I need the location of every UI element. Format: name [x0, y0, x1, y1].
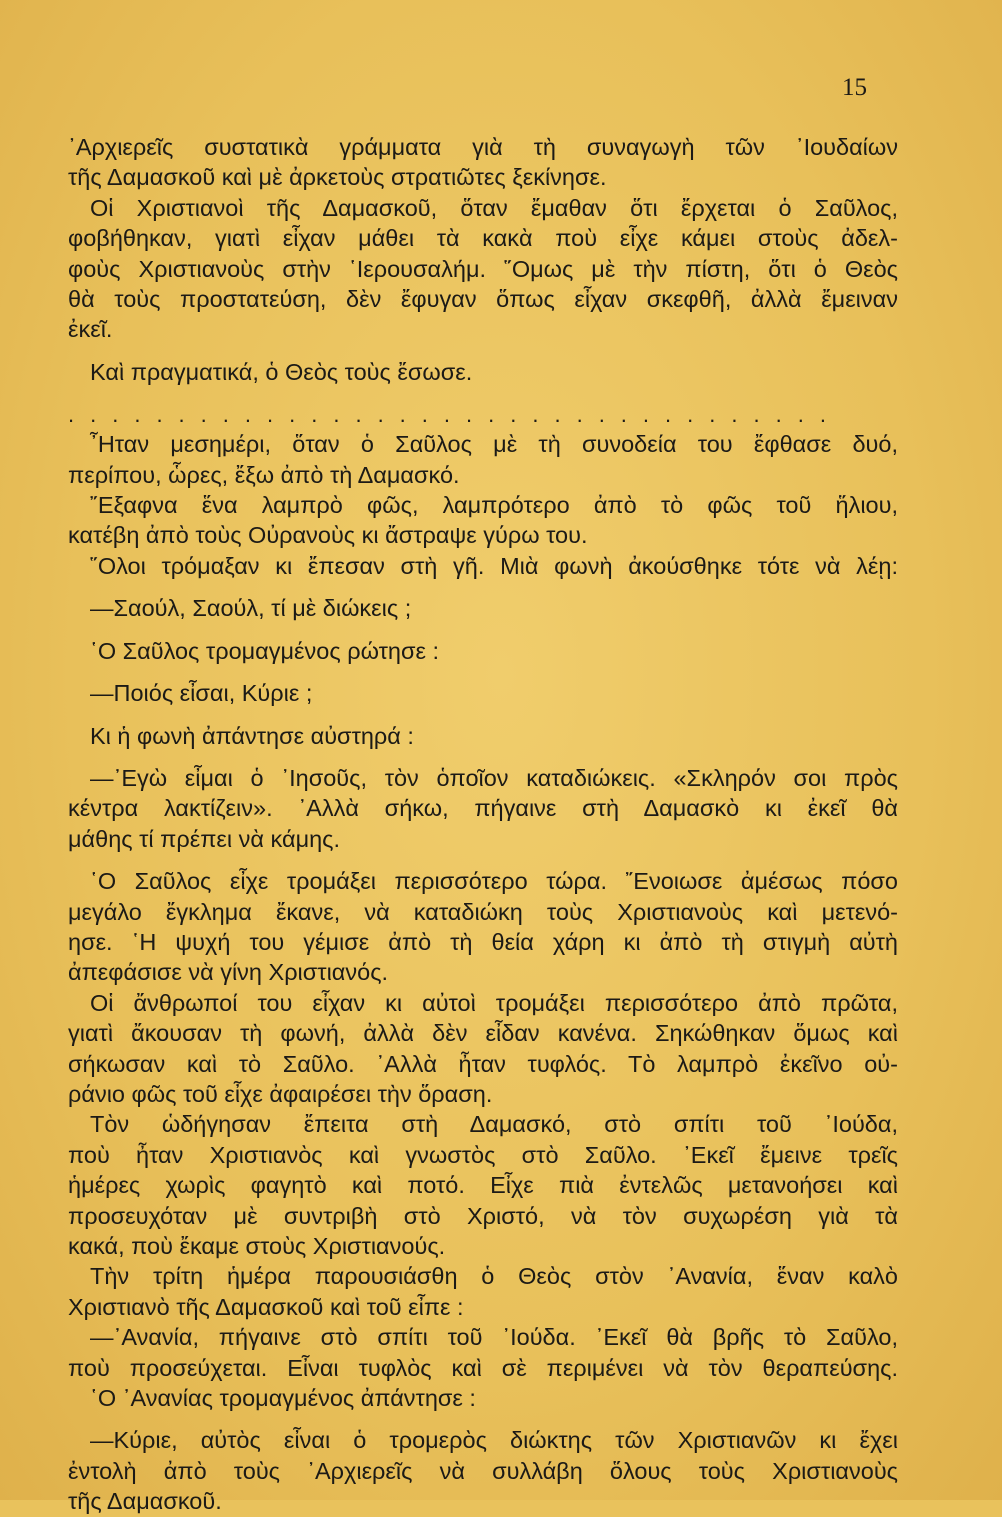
text-line: —᾿Ανανία, πήγαινε στὸ σπίτι τοῦ ᾿Ιούδα. ᾿Εκεῖ θὰ βρῆς τὸ Σαῦλο,	[90, 1324, 898, 1351]
paragraph-15	[68, 1261, 898, 1291]
paragraph-17	[68, 1383, 898, 1413]
text-line: σήκωσαν καὶ τὸ Σαῦλο. ᾿Αλλὰ ἦταν τυφλός. Τὸ λαμπρὸ ἐκεῖνο οὐ-	[68, 1050, 898, 1077]
paragraph-11-cont	[68, 793, 898, 854]
paragraph-11	[68, 763, 898, 793]
paragraph-2-cont	[68, 223, 898, 345]
text-line: Τὸν ὡδήγησαν ἔπειτα στὴ Δαμασκό, στὸ σπίτι τοῦ ᾿Ιούδα,	[90, 1111, 898, 1138]
paragraph-6	[68, 551, 898, 581]
text-line: ῎Εξαφνα ἕνα λαμπρὸ φῶς, λαμπρότερο ἀπὸ τὸ φῶς τοῦ ἥλιου,	[90, 492, 898, 519]
paragraph-9	[68, 678, 898, 708]
text-line: ῏Ηταν μεσημέρι, ὅταν ὁ Σαῦλος μὲ τὴ συνοδεία του ἔφθασε δυό,	[90, 431, 898, 458]
paragraph-15-cont	[68, 1292, 898, 1322]
text-line: Οἱ ἄνθρωποί του εἶχαν κι αὐτοὶ τρομάξει περισσότερο ἀπὸ πρῶτα,	[90, 989, 898, 1016]
paragraph-8	[68, 636, 898, 666]
text-line: ἐκεῖ.	[68, 316, 113, 343]
paragraph-16-cont	[68, 1353, 898, 1383]
text-line: ησε. ῾Η ψυχή του γέμισε ἀπὸ τὴ θεία χάρη κι ἀπὸ τὴ στιγμὴ αὐτὴ	[68, 928, 898, 955]
paragraph-12-cont	[68, 897, 898, 988]
text-line: ῾Ο Σαῦλος εἶχε τρομάξει περισσότερο τώρα. ῎Ενοιωσε ἀμέσως πόσο	[90, 868, 898, 895]
text-line: ἡμέρες χωρὶς φαγητὸ καὶ ποτό. Εἶχε πιὰ ἐντελῶς μετανοήσει καὶ	[68, 1172, 898, 1199]
text-line: ᾿Αρχιερεῖς συστατικὰ γράμματα γιὰ τὴ συναγωγὴ τῶν ᾿Ιουδαίων	[68, 134, 898, 160]
text-line: ἐντολὴ ἀπὸ τοὺς ᾿Αρχιερεῖς νὰ συλλάβη ὅλους τοὺς Χριστιανοὺς	[68, 1457, 898, 1484]
page-number: 15	[842, 74, 867, 101]
paragraph-18-cont	[68, 1456, 898, 1517]
text-line: φοβήθηκαν, γιατὶ εἶχαν μάθει τὰ κακὰ ποὺ εἶχε κάμει στοὺς ἀδελ-	[68, 225, 898, 252]
text-line: Τὴν τρίτη ἡμέρα παρουσιάσθη ὁ Θεὸς στὸν ᾿Ανανία, ἕναν καλὸ	[90, 1263, 898, 1290]
paragraph-16	[68, 1322, 898, 1352]
paragraph-3	[68, 357, 898, 387]
body-text	[68, 132, 898, 1517]
paragraph-18	[68, 1425, 898, 1455]
text-line: ῞Ολοι τρόμαξαν κι ἔπεσαν στὴ γῆ. Μιὰ φωνὴ ἀκούσθηκε τότε νὰ λέῃ:	[90, 552, 898, 579]
text-line: ἀπεφάσισε νὰ γίνη Χριστιανός.	[68, 959, 389, 986]
text-line: τῆς Δαμασκοῦ.	[68, 1488, 222, 1515]
text-line: —Ποιός εἶσαι, Κύριε ;	[90, 680, 313, 707]
text-line: τῆς Δαμασκοῦ καὶ μὲ ἀρκετοὺς στρατιῶτες ξεκίνησε.	[68, 164, 607, 191]
text-line: ράνιο φῶς τοῦ εἶχε ἀφαιρέσει τὴν ὅραση.	[68, 1080, 493, 1107]
text-line: Οἱ Χριστιανοὶ τῆς Δαμασκοῦ, ὅταν ἔμαθαν ὅτι ἔρχεται ὁ Σαῦλος,	[90, 194, 898, 221]
text-line: περίπου, ὧρες, ἔξω ἀπὸ τὴ Δαμασκό.	[68, 461, 460, 488]
text-line: Κι ἡ φωνὴ ἀπάντησε αὐστηρά :	[90, 722, 414, 749]
paragraph-12	[68, 866, 898, 896]
paragraph-5-cont	[68, 520, 898, 550]
text-line: φοὺς Χριστιανοὺς στὴν ῾Ιερουσαλήμ. ῞Ομως μὲ τὴν πίστη, ὅτι ὁ Θεὸς	[68, 255, 898, 282]
paragraph-13	[68, 988, 898, 1018]
text-line: θὰ τοὺς προστατεύση, δὲν ἔφυγαν ὅπως εἶχαν σκεφθῆ, ἀλλὰ ἔμειναν	[68, 286, 898, 313]
text-line: ῾Ο Σαῦλος τρομαγμένος ρώτησε :	[90, 637, 439, 664]
paragraph-4	[68, 429, 898, 459]
text-line: κατέβη ἀπὸ τοὺς Οὐρανοὺς κι ἄστραψε γύρω του.	[68, 522, 588, 549]
paragraph-10	[68, 721, 898, 751]
text-line: ποὺ προσεύχεται. Εἶναι τυφλὸς καὶ σὲ περιμένει νὰ τὸν θεραπεύσης.	[68, 1354, 898, 1381]
text-line: —Κύριε, αὐτὸς εἶναι ὁ τρομερὸς διώκτης τῶν Χριστιανῶν κι ἔχει	[90, 1427, 898, 1454]
paragraph-14-cont	[68, 1140, 898, 1262]
section-separator: ...................................	[68, 405, 842, 426]
text-line: —Σαούλ, Σαούλ, τί μὲ διώκεις ;	[90, 595, 412, 622]
paragraph-1	[68, 132, 898, 193]
text-line: ποὺ ἦταν Χριστιανὸς καὶ γνωστὸς στὸ Σαῦλο. ᾿Εκεῖ ἔμεινε τρεῖς	[68, 1141, 898, 1168]
text-line: —᾿Εγὼ εἶμαι ὁ ᾿Ιησοῦς, τὸν ὁποῖον καταδιώκεις. «Σκληρόν σοι πρὸς	[90, 764, 898, 791]
text-line: κακά, ποὺ ἔκαμε στοὺς Χριστιανούς.	[68, 1233, 446, 1259]
text-line: μεγάλο ἔγκλημα ἔκανε, νὰ καταδιώκη τοὺς Χριστιανοὺς καὶ μετενό-	[68, 898, 898, 925]
paragraph-2	[68, 193, 898, 223]
text-line: Καὶ πραγματικά, ὁ Θεὸς τοὺς ἔσωσε.	[90, 358, 473, 385]
paragraph-13-cont	[68, 1018, 898, 1109]
text-line: κέντρα λακτίζειν». ᾿Αλλὰ σήκω, πήγαινε στὴ Δαμασκὸ κι ἐκεῖ θὰ	[68, 795, 898, 822]
text-line: Χριστιανὸ τῆς Δαμασκοῦ καὶ τοῦ εἶπε :	[68, 1293, 464, 1320]
text-line: προσευχόταν μὲ συντριβὴ στὸ Χριστό, νὰ τὸν συχωρέση γιὰ τὰ	[68, 1202, 898, 1229]
text-line: ῾Ο ᾿Ανανίας τρομαγμένος ἀπάντησε :	[90, 1385, 476, 1412]
paragraph-4-cont	[68, 460, 898, 490]
text-line: μάθης τί πρέπει νὰ κάμης.	[68, 825, 341, 852]
text-line: γιατὶ ἄκουσαν τὴ φωνή, ἀλλὰ δὲν εἶδαν κανένα. Σηκώθηκαν ὅμως καὶ	[68, 1020, 898, 1047]
paragraph-5	[68, 490, 898, 520]
paragraph-7	[68, 593, 898, 623]
paragraph-14	[68, 1109, 898, 1139]
